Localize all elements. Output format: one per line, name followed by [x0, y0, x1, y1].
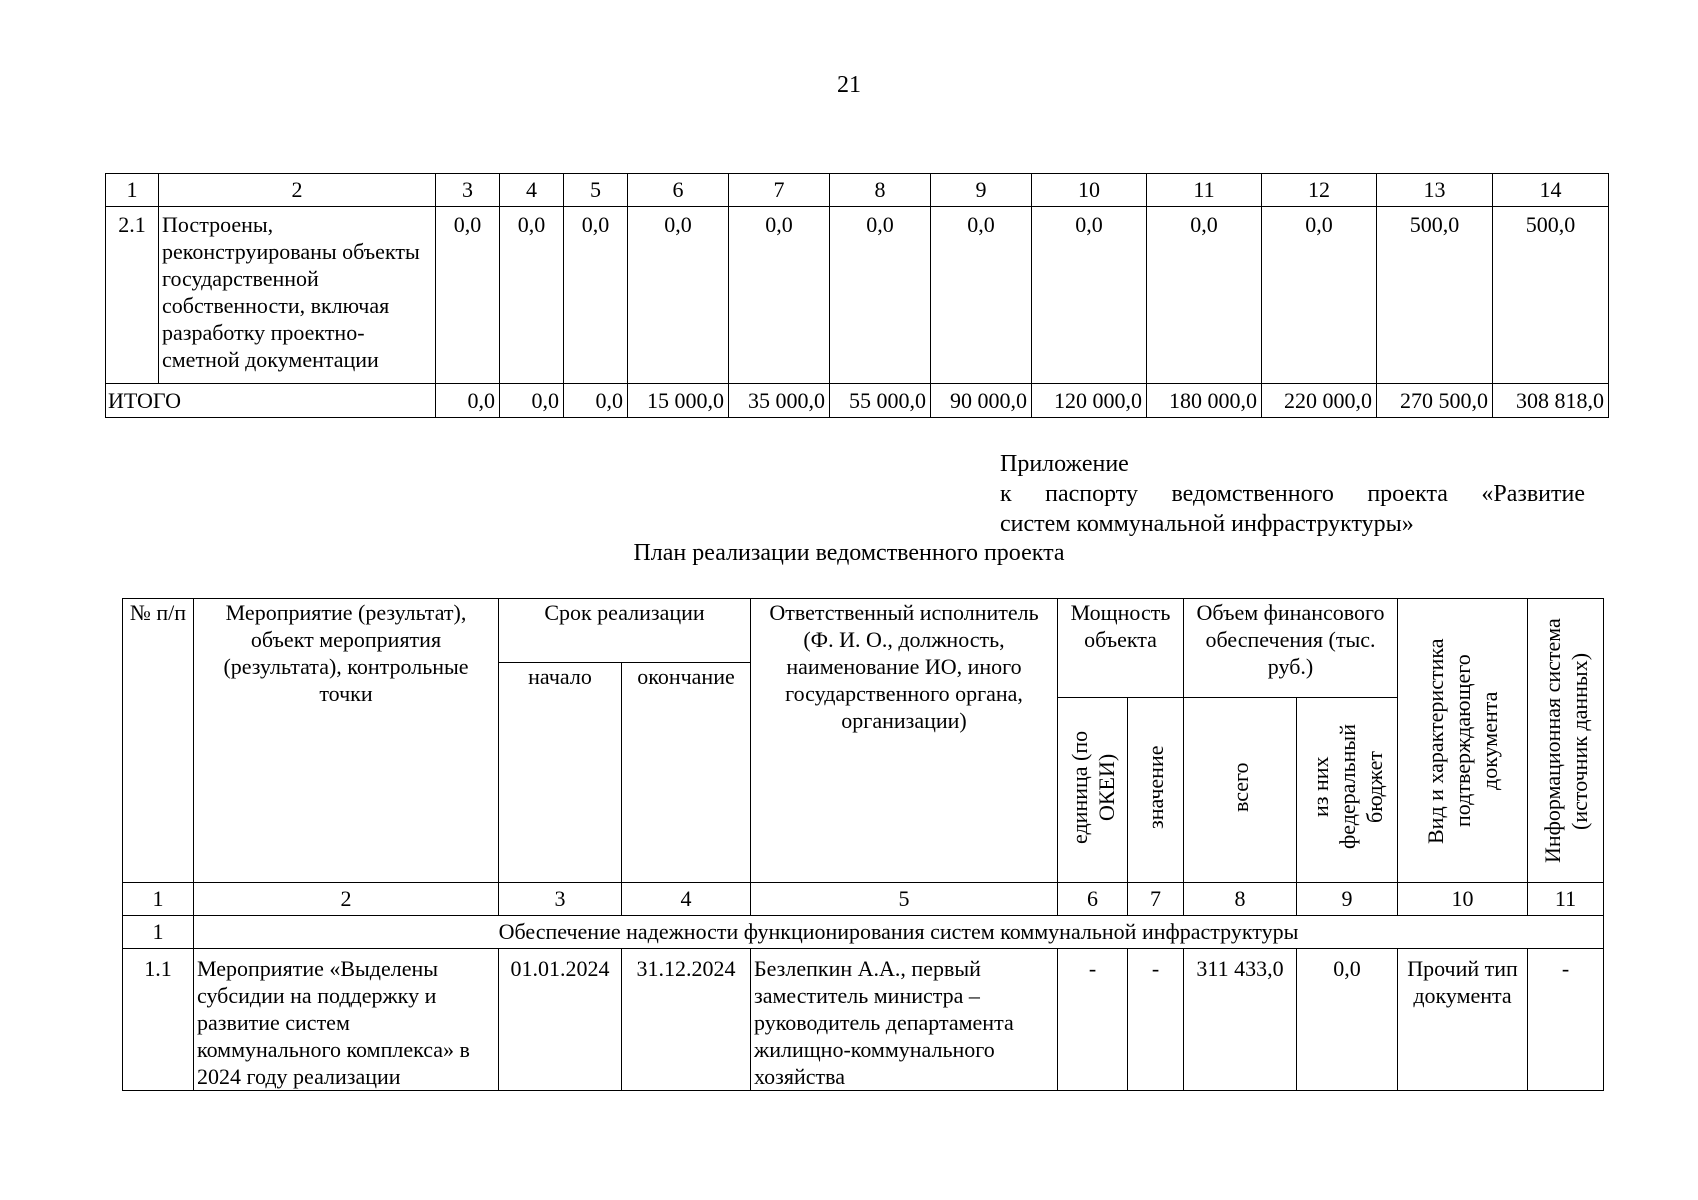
header-value: [1128, 698, 1184, 883]
header-unit: [1058, 698, 1128, 883]
total-label: ИТОГО: [106, 384, 436, 418]
row-start: 01.01.2024: [499, 949, 622, 1091]
total-cell: 120 000,0: [1032, 384, 1147, 418]
table-header-row: [106, 174, 1609, 207]
total-cell: 220 000,0: [1262, 384, 1377, 418]
header-period: Срок реализации: [499, 599, 751, 663]
section-number: 1: [123, 916, 194, 949]
table-row: [106, 207, 1609, 384]
header-cell: 2: [159, 174, 436, 207]
col-number: 6: [1058, 883, 1128, 916]
row-number: 2.1: [106, 207, 159, 384]
header-cell: 12: [1262, 174, 1377, 207]
total-cell: 35 000,0: [729, 384, 830, 418]
header-num: № п/п: [123, 599, 194, 883]
header-cell: 10: [1032, 174, 1147, 207]
row-federal: 0,0: [1297, 949, 1398, 1091]
column-number-row: [123, 883, 1604, 916]
header-federal: [1297, 698, 1398, 883]
table-cell: 0,0: [1147, 207, 1262, 384]
col-number: 8: [1184, 883, 1297, 916]
row-number: 1.1: [123, 949, 194, 1091]
appendix-note: [1000, 449, 1585, 539]
table-cell: 0,0: [436, 207, 500, 384]
table-cell: 500,0: [1493, 207, 1609, 384]
table-cell: 0,0: [830, 207, 931, 384]
header-cell: 4: [500, 174, 564, 207]
header-cell: 11: [1147, 174, 1262, 207]
table-cell: 0,0: [500, 207, 564, 384]
col-number: 3: [499, 883, 622, 916]
plan-title: План реализации ведомственного проекта: [633, 540, 1065, 566]
header-responsible: Ответственный исполнитель (Ф. И. О., должность, наименование ИО, иного государственного органа, организации): [751, 599, 1058, 883]
total-cell: 270 500,0: [1377, 384, 1493, 418]
header-cell: 14: [1493, 174, 1609, 207]
header-unit-text: единица (по ОКЕИ): [1066, 730, 1119, 844]
row-doc: Прочий тип документа: [1398, 949, 1528, 1091]
header-total: [1184, 698, 1297, 883]
header-event: Мероприятие (результат), объект мероприятия (результата), контрольные точки: [194, 599, 499, 883]
header-cell: 6: [628, 174, 729, 207]
table-cell: 0,0: [931, 207, 1032, 384]
table-header-row: [123, 599, 1604, 663]
header-info: [1528, 599, 1604, 883]
appendix-line: к паспорту ведомственного проекта «Развитие: [1000, 481, 1585, 507]
row-unit: -: [1058, 949, 1128, 1091]
total-cell: 55 000,0: [830, 384, 931, 418]
col-number: 1: [123, 883, 194, 916]
header-capacity: Мощность объекта: [1058, 599, 1184, 698]
row-value: -: [1128, 949, 1184, 1091]
header-doc-text: Вид и характеристика подтверждающего документа: [1423, 638, 1503, 844]
total-cell: 308 818,0: [1493, 384, 1609, 418]
header-end: окончание: [622, 663, 751, 883]
total-cell: 0,0: [500, 384, 564, 418]
total-cell: 90 000,0: [931, 384, 1032, 418]
col-number: 2: [194, 883, 499, 916]
col-number: 5: [751, 883, 1058, 916]
row-name: Построены, реконструированы объекты государственной собственности, включая разработку проектно-сметной документации: [159, 207, 436, 384]
header-value-text: значение: [1143, 745, 1169, 829]
appendix-line: систем коммунальной инфраструктуры»: [1000, 511, 1414, 537]
header-finance: Объем финансового обеспечения (тыс. руб.): [1184, 599, 1398, 698]
appendix-line: Приложение: [1000, 451, 1129, 477]
implementation-plan-table: [122, 598, 1604, 1091]
col-number: 7: [1128, 883, 1184, 916]
table-row: [123, 949, 1604, 1091]
header-cell: 8: [830, 174, 931, 207]
header-cell: 7: [729, 174, 830, 207]
table-cell: 0,0: [1262, 207, 1377, 384]
header-cell: 9: [931, 174, 1032, 207]
header-cell: 13: [1377, 174, 1493, 207]
header-total-text: всего: [1227, 762, 1253, 812]
col-number: 11: [1528, 883, 1604, 916]
row-info: -: [1528, 949, 1604, 1091]
financing-table: [105, 173, 1609, 418]
total-row: [106, 384, 1609, 418]
total-cell: 180 000,0: [1147, 384, 1262, 418]
header-info-text: Информационная система (источник данных): [1539, 618, 1592, 864]
total-cell: 0,0: [564, 384, 628, 418]
table-cell: 500,0: [1377, 207, 1493, 384]
header-federal-text: из них федеральный бюджет: [1307, 724, 1387, 850]
row-responsible: Безлепкин А.А., первый заместитель министра – руководитель департамента жилищно-коммунального хозяйства: [751, 949, 1058, 1091]
col-number: 4: [622, 883, 751, 916]
col-number: 9: [1297, 883, 1398, 916]
row-end: 31.12.2024: [622, 949, 751, 1091]
row-event: Мероприятие «Выделены субсидии на поддержку и развитие систем коммунального комплекса» в 2024 году реализации: [194, 949, 499, 1091]
header-cell: 3: [436, 174, 500, 207]
total-cell: 15 000,0: [628, 384, 729, 418]
header-cell: 1: [106, 174, 159, 207]
section-title: Обеспечение надежности функционирования систем коммунальной инфраструктуры: [194, 916, 1604, 949]
header-doc: [1398, 599, 1528, 883]
table-cell: 0,0: [628, 207, 729, 384]
page-number: 21: [837, 72, 861, 98]
section-row: [123, 916, 1604, 949]
row-total: 311 433,0: [1184, 949, 1297, 1091]
header-cell: 5: [564, 174, 628, 207]
table-cell: 0,0: [1032, 207, 1147, 384]
col-number: 10: [1398, 883, 1528, 916]
header-start: начало: [499, 663, 622, 883]
table-cell: 0,0: [729, 207, 830, 384]
table-cell: 0,0: [564, 207, 628, 384]
total-cell: 0,0: [436, 384, 500, 418]
